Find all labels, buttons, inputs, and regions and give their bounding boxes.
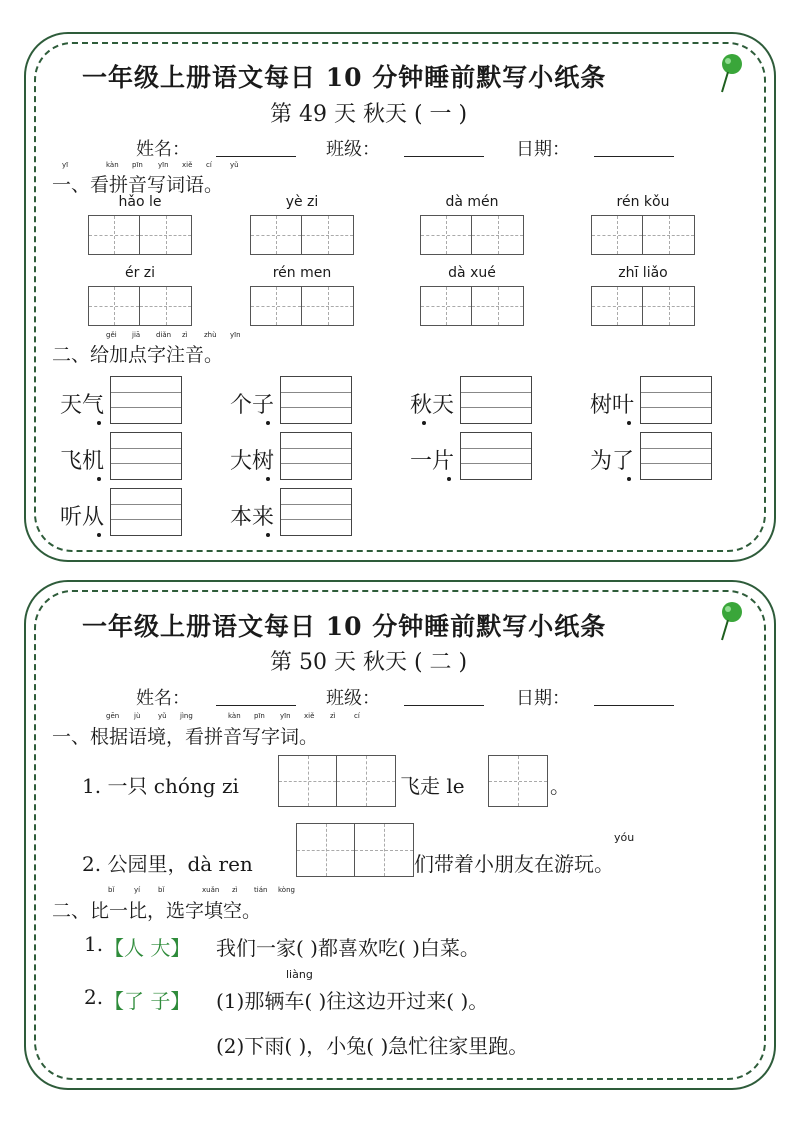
section1-title: 一、看拼音写词语。 [52,174,224,196]
ruby: pīn [254,712,265,720]
name-label: 姓名： [136,688,190,709]
emphasis-dot [266,421,270,425]
question-1-mid: 飞走 le [400,774,465,798]
ruby: kàn [228,712,241,720]
ruby: liàng [286,968,313,981]
ruby: yǔ [230,161,239,169]
name-field[interactable] [216,705,296,706]
answer-box[interactable] [110,376,182,424]
ruby: yí [134,886,141,894]
word-benlai: 本来 [230,505,275,530]
class-field[interactable] [404,156,484,157]
writing-grid[interactable] [278,755,396,807]
question-1-end: 。 [550,774,570,798]
ruby: yī [62,161,69,169]
ruby: pīn [132,161,143,169]
pinyin-prompt: zhī liǎo [618,265,668,281]
ruby: yǔ [158,712,167,720]
answer-box[interactable] [640,376,712,424]
pinyin-prompt: hǎo le [118,194,162,210]
card2-title: 一年级上册语文每日 10 分钟睡前默写小纸条 [82,612,607,641]
name-field[interactable] [216,156,296,157]
emphasis-dot [97,477,101,481]
ruby: zì [182,331,188,339]
choice-question-2-part1: (1)那辆车( )往这边开过来( )。 [216,989,489,1013]
answer-box[interactable] [110,488,182,536]
question-2-suffix: 们带着小朋友在游玩。 [414,852,614,876]
name-label: 姓名： [136,139,190,160]
date-field[interactable] [594,156,674,157]
section2-title: 二、比一比，选字填空。 [52,900,262,922]
ruby: jiā [132,331,141,339]
card1-title: 一年级上册语文每日 10 分钟睡前默写小纸条 [82,63,607,92]
ruby: diǎn [156,331,172,339]
word-yipian: 一片 [410,449,455,474]
question-2-text: 2. 公园里，dà ren [82,852,253,876]
pushpin-icon [716,52,746,96]
pinyin-prompt: dà xué [448,265,496,281]
writing-grid[interactable] [420,286,524,326]
word-qiutian: 秋天 [410,393,455,418]
answer-box[interactable] [280,376,352,424]
ruby: bǐ [108,886,115,894]
word-gezi: 个子 [230,393,275,418]
emphasis-dot [627,477,631,481]
pinyin-prompt: yè zi [285,194,319,210]
class-field[interactable] [404,705,484,706]
emphasis-dot [266,533,270,537]
ruby: cí [206,161,212,169]
date-field[interactable] [594,705,674,706]
word-feiji: 飞机 [60,449,105,474]
word-tingcong: 听从 [60,505,105,530]
emphasis-dot [627,421,631,425]
answer-box[interactable] [110,432,182,480]
emphasis-dot [97,421,101,425]
pinyin-prompt: rén men [272,265,332,281]
pushpin-icon [716,600,746,644]
ruby: cí [354,712,360,720]
ruby: xiě [182,161,193,169]
ruby: gěi [106,331,117,339]
emphasis-dot [422,421,426,425]
ruby: yīn [280,712,291,720]
ruby: jù [134,712,141,720]
ruby: zì [330,712,336,720]
choice-options-2: 【了 子】 [104,989,191,1013]
ruby: bǐ [158,886,165,894]
class-label: 班级： [326,688,380,709]
ruby: yóu [614,831,635,844]
ruby: kàn [106,161,119,169]
writing-grid[interactable] [250,286,354,326]
ruby: yīn [230,331,241,339]
pinyin-prompt: dà mén [445,194,499,210]
answer-box[interactable] [640,432,712,480]
emphasis-dot [447,477,451,481]
choice-question-2-number: 2. [84,985,104,1009]
section2-title: 二、给加点字注音。 [52,344,224,366]
ruby: gēn [106,712,120,720]
writing-grid[interactable] [420,215,524,255]
emphasis-dot [266,477,270,481]
ruby: tián [254,886,268,894]
answer-box[interactable] [280,488,352,536]
choice-options-1: 【人 大】 [104,936,191,960]
date-label: 日期： [516,688,570,709]
writing-grid[interactable] [591,215,695,255]
class-label: 班级： [326,139,380,160]
word-tianqi: 天气 [60,393,105,418]
ruby: zì [232,886,238,894]
answer-box[interactable] [460,376,532,424]
writing-grid[interactable] [88,286,192,326]
date-label: 日期： [516,139,570,160]
writing-grid[interactable] [296,823,414,877]
pinyin-prompt: rén kǒu [616,194,670,210]
pinyin-prompt: ér zi [124,265,156,281]
writing-grid[interactable] [88,215,192,255]
section1-title: 一、根据语境，看拼音写字词。 [52,726,319,748]
answer-box[interactable] [460,432,532,480]
emphasis-dot [97,533,101,537]
choice-question-1-number: 1. [84,932,104,956]
question-1-text: 1. 一只 chóng zi [82,774,239,798]
writing-grid[interactable] [591,286,695,326]
ruby: jìng [180,712,193,720]
writing-grid[interactable] [488,755,548,807]
word-shuye: 树叶 [590,393,635,418]
writing-grid[interactable] [250,215,354,255]
ruby: zhù [204,331,217,339]
card1-subtitle: 第 49 天 秋天 ( 一 ) [270,102,468,127]
ruby: yīn [158,161,169,169]
choice-question-1-text: 我们一家( )都喜欢吃( )白菜。 [216,936,480,960]
choice-question-2-part2: (2)下雨( )，小兔( )急忙往家里跑。 [216,1034,529,1058]
ruby: xiě [304,712,315,720]
card2-subtitle: 第 50 天 秋天 ( 二 ) [270,650,468,675]
ruby: xuǎn [202,886,220,894]
word-dashu: 大树 [230,449,275,474]
answer-box[interactable] [280,432,352,480]
ruby: kòng [278,886,295,894]
word-weile: 为了 [590,449,635,474]
